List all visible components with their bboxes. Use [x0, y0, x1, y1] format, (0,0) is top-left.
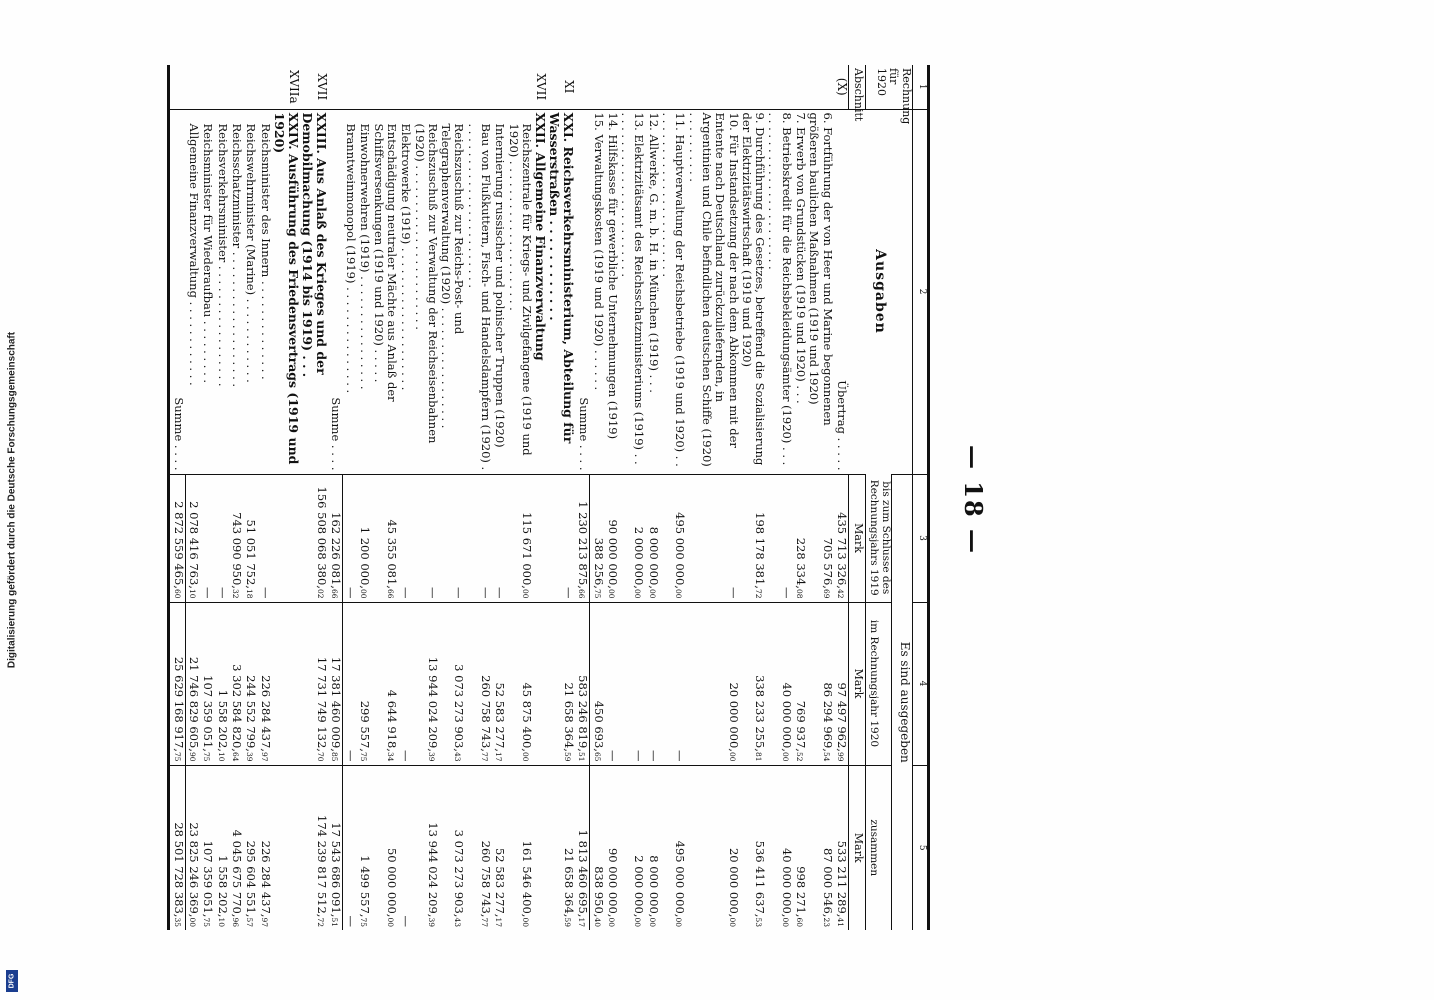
abschnitt-cell — [214, 65, 228, 109]
pfennig: 00 — [780, 917, 790, 927]
pfennig: 43 — [453, 751, 463, 762]
table-row — [398, 65, 412, 930]
pfennig: 17 — [577, 917, 587, 927]
amount-c5: 52 583 277,17 — [492, 765, 506, 930]
amount-c5: 4 045 675 770,96 — [229, 765, 243, 930]
amount-c4: 21 746 829 605,90 — [185, 602, 200, 765]
amount-c5: 28 501 728 383,35 — [169, 765, 185, 930]
abschnitt-cell — [619, 65, 646, 109]
description-cell: Reichswehrminister (Marine) . . . . . . . . . . . . — [243, 109, 257, 474]
pfennig: 40 — [592, 917, 602, 927]
amount-c4: 226 284 437,97 — [257, 602, 271, 765]
pfennig: 00 — [606, 917, 616, 927]
pfennig: 72 — [754, 588, 764, 599]
pfennig: 39 — [426, 917, 436, 927]
amount-c4: 299 557,75 — [357, 602, 371, 765]
description-cell: Reichsminister des Innern . . . . . . . . . . . . . . — [257, 109, 271, 474]
amount-c3: 156 508 068 380,02 — [300, 474, 328, 602]
amount-c4: 107 359 051,75 — [200, 602, 214, 765]
col-number-2: 2 — [913, 109, 929, 474]
table-row — [229, 65, 243, 930]
description-cell: Internierung russischer und polnischer Truppen (1920) — [492, 109, 506, 474]
pfennig: 66 — [386, 588, 395, 599]
amount-c4: 3 302 584 820,64 — [229, 602, 243, 765]
amount-c3: — — [412, 474, 439, 602]
amount-c5: 107 359 051,75 — [200, 765, 214, 930]
amount-c3: 1 230 213 875,66 — [575, 474, 590, 602]
pfennig: 39 — [426, 751, 436, 762]
pfennig: 10 — [216, 917, 226, 927]
amount-c3: — — [465, 474, 492, 602]
amount-c3: — — [398, 474, 412, 602]
amount-c3: 2 078 416 763,10 — [185, 474, 200, 602]
table-row — [506, 65, 533, 930]
amount-c5: 17 543 686 091,51 — [328, 765, 343, 930]
amount-c3: 1 200 000,00 — [357, 474, 371, 602]
amount-c3: 115 671 000,00 — [506, 474, 533, 602]
amount-c4: — — [342, 602, 357, 765]
amount-c3: 495 000 000,00 — [660, 474, 687, 602]
header-es-sind-ausgegeben: Es sind ausgegeben — [892, 474, 913, 930]
description-cell: 14. Hilfskasse für gewerbliche Unternehmungen (1919) — [605, 109, 619, 474]
abschnitt-cell — [465, 65, 492, 109]
pfennig: 85 — [329, 751, 339, 762]
abschnitt-cell — [506, 65, 533, 109]
amount-c5: 226 284 437,97 — [257, 765, 271, 930]
amount-c5: 8 000 000,00 — [645, 765, 659, 930]
pfennig: 90 — [188, 751, 198, 762]
header-rechnung: Rechnung für 1920 — [874, 68, 913, 125]
pfennig: 59 — [562, 751, 572, 762]
pfennig: 75 — [359, 917, 369, 927]
table-row — [533, 65, 547, 930]
dfg-logo: DFG — [6, 970, 18, 992]
pfennig: 65 — [592, 751, 602, 762]
amount-c4: — — [398, 602, 412, 765]
pfennig: 75 — [172, 751, 182, 762]
description-cell: Reichsverkehrsminister . . . . . . . . . . . . . . . . . — [214, 109, 228, 474]
abschnitt-cell — [243, 65, 257, 109]
amount-c3 — [272, 474, 300, 602]
amount-c4: 260 758 743,77 — [465, 602, 492, 765]
amount-c4: 17 731 749 132,70 — [300, 602, 328, 765]
description-cell: Summe . . . . — [575, 109, 590, 474]
amount-c5: 536 411 637,53 — [740, 765, 767, 930]
amount-c4: 3 073 273 903,43 — [439, 602, 466, 765]
table-row — [660, 65, 687, 930]
table-row — [200, 65, 214, 930]
unit-col3: Mark — [848, 474, 865, 602]
table-row — [342, 65, 357, 930]
description-cell: Reichsschatzminister . . . . . . . . . . . . . . . . . . . — [229, 109, 243, 474]
table-row — [807, 65, 834, 930]
pfennig: 60 — [172, 588, 182, 599]
amount-c5: 1 499 557,75 — [357, 765, 371, 930]
table-row — [686, 65, 739, 930]
abschnitt-cell — [229, 65, 243, 109]
pfennig: 59 — [562, 917, 572, 927]
pfennig: 00 — [606, 588, 616, 599]
abschnitt-cell — [492, 65, 506, 109]
pfennig: 66 — [329, 588, 339, 599]
description-cell: Summe . . . . — [328, 109, 343, 474]
pfennig: 72 — [315, 917, 325, 927]
header-abschnitt: Abschnitt — [848, 65, 865, 109]
pfennig: 77 — [480, 917, 490, 927]
pfennig: 00 — [520, 751, 530, 762]
abschnitt-cell — [169, 65, 185, 109]
amount-c4: 4 644 918,34 — [371, 602, 398, 765]
amount-c3: — — [686, 474, 739, 602]
abschnitt-cell — [575, 65, 590, 109]
table-row — [740, 65, 767, 930]
pfennig: 53 — [754, 917, 764, 927]
table-row — [169, 65, 185, 930]
description-cell: 13. Elektrizitätsamt des Reichsschatzministeriums (1919) . . . . . . . . . . . . . . . . . . . . . . . . . — [619, 109, 646, 474]
amount-c3: 51 051 752,18 — [243, 474, 257, 602]
amount-c3: 2 872 559 465,60 — [169, 474, 185, 602]
abschnitt-cell — [257, 65, 271, 109]
amount-c4: — — [660, 602, 687, 765]
header-ausgaben: Ausgaben — [848, 109, 912, 474]
pfennig: 75 — [202, 751, 212, 762]
pfennig: 02 — [315, 588, 325, 599]
amount-c4 — [272, 602, 300, 765]
amount-c4: 583 246 819,51 — [575, 602, 590, 765]
amount-c5: 3 073 273 903,43 — [439, 765, 466, 930]
amount-c5: 87 000 546,23 — [807, 765, 834, 930]
amount-c3: 45 355 081,66 — [371, 474, 398, 602]
amount-c5: 174 239 817 512,72 — [300, 765, 328, 930]
pfennig: 77 — [480, 751, 490, 762]
abschnitt-cell — [590, 65, 605, 109]
abschnitt-cell — [793, 65, 807, 109]
pfennig: 43 — [453, 917, 463, 927]
description-cell: Einwohnerwehren (1919) . . . . . . . . . . . . . . . . — [357, 109, 371, 474]
description-cell: Allgemeine Finanzverwaltung . . . . . . . . . . . . — [185, 109, 200, 474]
description-cell: 15. Verwaltungskosten (1919 und 1920) . . . . . . — [590, 109, 605, 474]
amount-c4: 52 583 277,17 — [492, 602, 506, 765]
amount-c5: 1 813 460 695,17 — [575, 765, 590, 930]
abschnitt-cell: (X) — [834, 77, 849, 96]
abschnitt-cell — [185, 65, 200, 109]
pfennig: 00 — [633, 917, 643, 927]
table-row — [272, 65, 300, 930]
table-row — [439, 65, 466, 930]
table-row — [619, 65, 646, 930]
abschnitt-cell — [660, 65, 687, 109]
abschnitt-cell — [439, 65, 466, 109]
unit-col4: Mark — [848, 602, 865, 765]
amount-c3: 388 256,75 — [590, 474, 605, 602]
amount-c5 — [272, 765, 300, 930]
abschnitt-cell: XI — [561, 80, 576, 94]
unit-col5: Mark — [848, 765, 865, 930]
amount-c4: 13 944 024 209,39 — [412, 602, 439, 765]
pfennig: 00 — [674, 588, 684, 599]
abschnitt-cell: XVIIa — [286, 69, 301, 104]
header-col4: im Rechnungsjahr 1920 — [865, 602, 891, 765]
amount-c5: 13 944 024 209,39 — [412, 765, 439, 930]
amount-c3: 2 000 000,00 — [619, 474, 646, 602]
pfennig: 00 — [780, 751, 790, 762]
pfennig: 96 — [230, 917, 240, 927]
pfennig: 69 — [821, 588, 831, 599]
description-cell: Entschädigung neutraler Mächte aus Anlaß der Schiffsversenkungen (1919 und 1920) . . . . . — [371, 109, 398, 474]
pfennig: 52 — [795, 751, 805, 762]
abschnitt-cell: XVII — [533, 73, 548, 101]
description-cell: XXIII. Aus Anlaß des Krieges und der Demobilmachung (1914 bis 1919) . . . — [300, 109, 328, 474]
amount-c5: — — [342, 765, 357, 930]
pfennig: 00 — [647, 917, 657, 927]
pfennig: 66 — [577, 588, 587, 599]
description-cell: Branntweinmonopol (1919) . . . . . . . . . . . . . . . — [342, 109, 357, 474]
amount-c5: 533 211 289,41 — [834, 765, 849, 930]
pfennig: 00 — [188, 917, 198, 927]
amount-c3: — — [342, 474, 357, 602]
pfennig: 00 — [727, 751, 737, 762]
amount-c5: 20 000 000,00 — [686, 765, 739, 930]
amount-c3: 743 090 950,32 — [229, 474, 243, 602]
amount-c5: 40 000 000,00 — [766, 765, 793, 930]
amount-c5: 50 000 000,00 — [371, 765, 398, 930]
table-row — [412, 65, 439, 930]
amount-c4: 1 558 202,10 — [214, 602, 228, 765]
amount-c4: 769 937,52 — [793, 602, 807, 765]
description-cell: Summe . . . . — [169, 109, 185, 474]
pfennig: 00 — [520, 588, 530, 599]
table-row — [214, 65, 228, 930]
table-row — [185, 65, 200, 930]
amount-c4: 338 233 255,81 — [740, 602, 767, 765]
description-cell: XXII. Allgemeine Finanzverwaltung — [533, 109, 547, 474]
amount-c5: 23 825 246 369,00 — [185, 765, 200, 930]
amount-c3: 198 178 381,72 — [740, 474, 767, 602]
header-col5: zusammen — [865, 765, 891, 930]
table-row — [645, 65, 659, 930]
amount-c3: 435 713 326,42 — [834, 474, 849, 602]
abschnitt-cell — [645, 65, 659, 109]
amount-c3: — — [492, 474, 506, 602]
pfennig: 99 — [835, 751, 845, 762]
amount-c4: 17 381 460 009,85 — [328, 602, 343, 765]
amount-c3: 90 000 000,00 — [605, 474, 619, 602]
pfennig: 34 — [386, 751, 395, 762]
col-number-4: 4 — [913, 602, 929, 765]
amount-c3: — — [214, 474, 228, 602]
table-row — [328, 65, 343, 930]
credit-text: Digitalisierung gefördert durch die Deutsche Forschungsgemeinschaft — [6, 331, 18, 669]
pfennig: 75 — [359, 751, 369, 762]
col-number-5: 5 — [913, 765, 929, 930]
description-cell: 9. Durchführung des Gesetzes, betreffend die Sozialisierung der Elektrizitätswirtschaft (1919 und 1920) — [740, 109, 767, 474]
description-cell: Reichszuschuß zur Verwaltung der Reichseisenbahnen (1920) . . . . . . . . . . . . . . . . . . . . . . . — [412, 109, 439, 474]
table-row — [257, 65, 271, 930]
amount-c5 — [533, 765, 547, 930]
abschnitt-cell — [398, 65, 412, 109]
pfennig: 10 — [216, 751, 226, 762]
table-row — [590, 65, 605, 930]
pfennig: 97 — [259, 751, 269, 762]
pfennig: 42 — [835, 588, 845, 599]
pfennig: 17 — [494, 751, 504, 762]
description-cell: Elektrowerke (1919) . . . . . . . . . . . . . . . . . . . . — [398, 109, 412, 474]
pfennig: 75 — [592, 588, 602, 599]
table-row — [371, 65, 398, 930]
amount-c4: 450 693,65 — [590, 602, 605, 765]
pfennig: 35 — [172, 917, 182, 927]
amount-c3 — [533, 474, 547, 602]
table-row — [793, 65, 807, 930]
amount-c4 — [533, 602, 547, 765]
abschnitt-cell — [328, 65, 343, 109]
amount-c3: — — [257, 474, 271, 602]
table-row — [834, 65, 849, 930]
pfennig: 54 — [821, 751, 831, 762]
amount-c3: — — [766, 474, 793, 602]
amount-c5: 21 658 364,59 — [547, 765, 575, 930]
description-cell: 7. Erwerb von Grundstücken (1919 und 1920) . . . — [793, 109, 807, 474]
pfennig: 60 — [795, 917, 805, 927]
amount-c3: 705 576,69 — [807, 474, 834, 602]
pfennig: 00 — [520, 917, 530, 927]
pfennig: 18 — [245, 588, 255, 599]
pfennig: 97 — [259, 917, 269, 927]
abschnitt-cell — [200, 65, 214, 109]
page-number: — 18 — — [959, 444, 988, 556]
amount-c3: — — [439, 474, 466, 602]
header-col3: bis zum Schlusse des Rechnungsjahrs 1919 — [865, 474, 891, 602]
description-cell: Übertrag . . . . . — [834, 109, 849, 474]
col-number-3: 3 — [913, 474, 929, 602]
description-cell: 6. Fortführung der von Heer und Marine begonnenen größeren baulichen Maßnahmen (1919 und 1920) — [807, 109, 834, 474]
table-row — [547, 65, 575, 930]
abschnitt-cell — [371, 65, 398, 109]
table-row — [492, 65, 506, 930]
amount-c4: 25 629 168 917,75 — [169, 602, 185, 765]
pfennig: 51 — [329, 917, 339, 927]
abschnitt-cell — [357, 65, 371, 109]
abschnitt-cell: XVII — [314, 73, 329, 101]
table-row — [605, 65, 619, 930]
amount-c5: — — [398, 765, 412, 930]
pfennig: 10 — [188, 588, 198, 599]
abschnitt-cell — [766, 65, 793, 109]
description-cell: XXI. Reichsverkehrsministerium, Abteilung für Wasserstraßen . . . . . . . . . . . . — [547, 109, 575, 474]
pfennig: 00 — [647, 588, 657, 599]
pfennig: 51 — [577, 751, 587, 762]
expenditure-table — [167, 65, 930, 930]
amount-c4: 86 294 969,54 — [807, 602, 834, 765]
amount-c4: — — [605, 602, 619, 765]
amount-c5: 1 558 202,10 — [214, 765, 228, 930]
table-row — [766, 65, 793, 930]
pfennig: 81 — [754, 751, 764, 762]
amount-c5: 90 000 000,00 — [605, 765, 619, 930]
pfennig: 23 — [821, 917, 831, 927]
pfennig: 00 — [386, 917, 395, 927]
table-row — [300, 65, 328, 930]
amount-c3: 8 000 000,00 — [645, 474, 659, 602]
amount-c4: 45 875 400,00 — [506, 602, 533, 765]
pfennig: 70 — [315, 751, 325, 762]
amount-c4: 21 658 364,59 — [547, 602, 575, 765]
description-cell: 11. Hauptverwaltung der Reichsbetriebe (1919 und 1920) . . . . . . . . . . . . . . . . . . . . . . . . . — [660, 109, 687, 474]
pfennig: 00 — [727, 917, 737, 927]
table-row — [465, 65, 492, 930]
description-cell: Reichsminister für Wiederaufbau . . . . . . . . . — [200, 109, 214, 474]
description-cell: 10. Für Instandsetzung der nach dem Abkommen mit der Entente nach Deutschland zurückzuliefernden, in Argentinien und Chile befindlichen deutschen Schiffe (1920) . . . . . . . . . . — [686, 109, 739, 474]
pfennig: 41 — [835, 917, 845, 927]
amount-c5: 495 000 000,00 — [660, 765, 687, 930]
amount-c4: — — [645, 602, 659, 765]
table-row — [243, 65, 257, 930]
pfennig: 64 — [230, 751, 240, 762]
description-cell: Bau von Flußkuttern, Fisch- und Handelsdampfern (1920) . . . . . . . . . . . . . . . . . . . . . . . . — [465, 109, 492, 474]
amount-c5: 998 271,60 — [793, 765, 807, 930]
abschnitt-cell — [605, 65, 619, 109]
description-cell: XXIV. Ausführung des Friedensvertrags (1919 und 1920) — [272, 109, 300, 474]
amount-c3: — — [200, 474, 214, 602]
table-row — [575, 65, 590, 930]
amount-c3: — — [547, 474, 575, 602]
amount-c4: 40 000 000,00 — [766, 602, 793, 765]
abschnitt-cell — [342, 65, 357, 109]
amount-c4: 20 000 000,00 — [686, 602, 739, 765]
amount-c3: 228 334,08 — [793, 474, 807, 602]
pfennig: 39 — [245, 751, 255, 762]
amount-c4: — — [619, 602, 646, 765]
amount-c5: 838 950,40 — [590, 765, 605, 930]
amount-c4: 244 552 799,39 — [243, 602, 257, 765]
pfennig: 00 — [633, 588, 643, 599]
description-cell: Reichszentrale für Kriegs- und Zivilgefangene (1919 und 1920) . . . . . . . . . . . . . . . . . . . . . — [506, 109, 533, 474]
amount-c3: 162 226 081,66 — [328, 474, 343, 602]
abschnitt-cell — [412, 65, 439, 109]
amount-c5: 295 604 551,57 — [243, 765, 257, 930]
description-cell: Reichszuschuß zur Reichs-Post- und Telegraphenverwaltung (1920) . . . . . . . . . . . . . . . . . — [439, 109, 466, 474]
description-cell: 12. Allwerke, G. m. b. H. in München (1919) . . . — [645, 109, 659, 474]
pfennig: 08 — [795, 588, 805, 599]
description-cell: 8. Betriebskredit für die Reichsbekleidungsämter (1920) . . . . . . . . . . . . . . . . . . . . . . . . . — [766, 109, 793, 474]
col-number-1: 1 — [913, 65, 929, 109]
pfennig: 75 — [202, 917, 212, 927]
pfennig: 00 — [674, 917, 684, 927]
amount-c5: 260 758 743,77 — [465, 765, 492, 930]
pfennig: 17 — [494, 917, 504, 927]
amount-c4: 97 497 962,99 — [834, 602, 849, 765]
table-row — [357, 65, 371, 930]
abschnitt-cell — [807, 65, 834, 109]
pfennig: 57 — [245, 917, 255, 927]
amount-c5: 161 546 400,00 — [506, 765, 533, 930]
abschnitt-cell — [740, 65, 767, 109]
pfennig: 32 — [230, 588, 240, 599]
amount-c5: 2 000 000,00 — [619, 765, 646, 930]
pfennig: 00 — [359, 588, 369, 599]
abschnitt-cell — [686, 65, 739, 109]
